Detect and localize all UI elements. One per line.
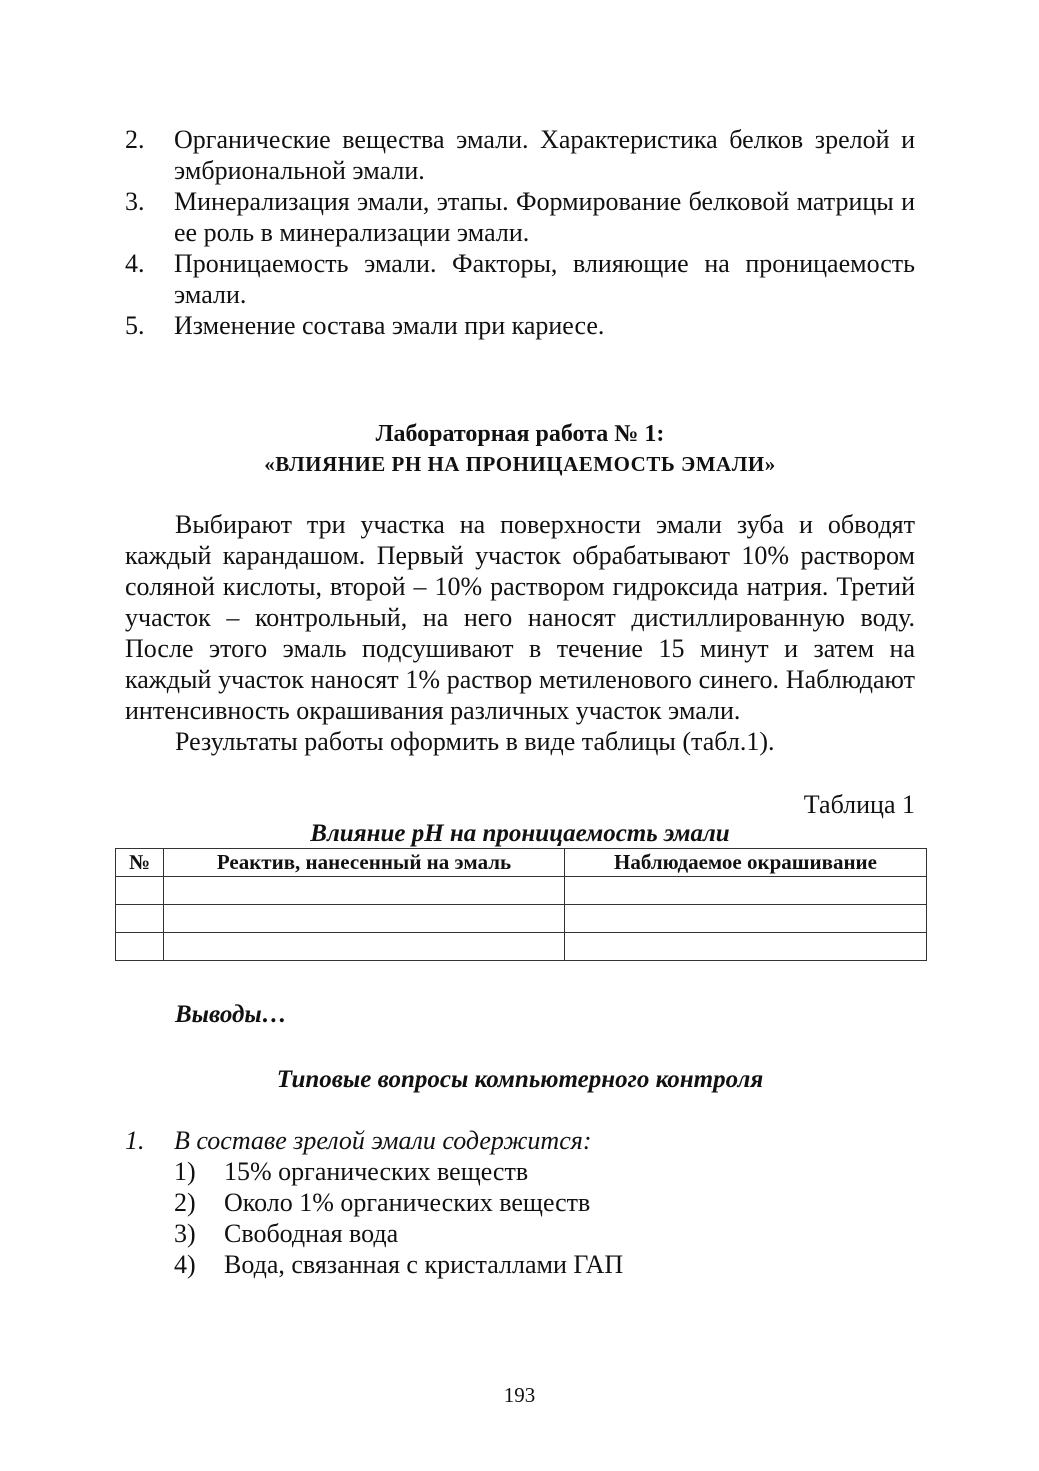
quiz-question-text: В составе зрелой эмали содержится: — [174, 1126, 592, 1155]
table-cell — [164, 933, 565, 961]
page-number: 193 — [503, 1383, 536, 1407]
table-cell — [116, 905, 164, 933]
table-header-cell: Реактив, нанесенный на эмаль — [164, 849, 565, 877]
quiz-answer-text: Вода, связанная с кристаллами ГАП — [224, 1250, 624, 1279]
table-cell — [565, 905, 927, 933]
quiz-question — [125, 1125, 915, 1156]
list-item — [125, 310, 915, 341]
quiz-question-block — [125, 1125, 915, 1280]
quiz-answer-number: 4) — [174, 1250, 196, 1279]
quiz-answer-text: Около 1% органических веществ — [224, 1188, 591, 1217]
table-row — [116, 877, 927, 905]
list-item-text: Изменение состава эмали при кариесе. — [174, 311, 605, 340]
lab-subtitle: «ВЛИЯНИЕ PH НА ПРОНИЦАЕМОСТЬ ЭМАЛИ» — [264, 452, 776, 476]
table-cell — [565, 933, 927, 961]
lab-paragraph: Результаты работы оформить в виде таблицы (табл.1). — [175, 727, 775, 756]
table-header-row — [116, 849, 927, 877]
table-number-label: Таблица 1 — [803, 790, 915, 819]
quiz-answer — [174, 1218, 915, 1249]
lab-paragraph: Выбирают три участка на поверхности эмали зуба и обводят каждый карандашом. Первый участок обрабатывают 10% раствором соляной кислоты, второй – 10% раствором гидроксида натрия. Третий участок – контрольный, на него наносят дистиллированную воду. После этого эмаль подсушивают в течение 15 минут и затем на каждый участок наносят 1% раствор метиленового синего. Наблюдают интенсивность окрашивания различных участок эмали. — [125, 510, 915, 725]
lab-title: Лабораторная работа № 1: — [375, 421, 665, 447]
list-item-number: 5. — [125, 311, 145, 340]
lab-heading — [125, 419, 915, 479]
list-item-text: Органические вещества эмали. Характеристика белков зрелой и эмбриональной эмали. — [174, 125, 915, 185]
quiz-answer — [174, 1187, 915, 1218]
list-item-number: 3. — [125, 187, 145, 216]
page-content — [125, 124, 915, 1280]
quiz-answer-text: 15% органических веществ — [224, 1157, 529, 1186]
table-cell — [116, 877, 164, 905]
table-cell — [164, 877, 565, 905]
quiz-answers — [125, 1156, 915, 1280]
table-cell — [565, 877, 927, 905]
quiz-answer-number: 2) — [174, 1188, 196, 1217]
conclusion-heading: Выводы… — [175, 1001, 287, 1028]
list-item — [125, 124, 915, 186]
table-title: Влияние pH на проницаемость эмали — [310, 820, 730, 847]
quiz-answer-text: Свободная вода — [224, 1219, 399, 1248]
results-table — [115, 848, 927, 961]
list-item-text: Проницаемость эмали. Факторы, влияющие на проницаемость эмали. — [174, 249, 915, 309]
list-item-number: 4. — [125, 249, 145, 278]
quiz-title: Типовые вопросы компьютерного контроля — [276, 1066, 764, 1093]
list-item — [125, 248, 915, 310]
table-cell — [164, 905, 565, 933]
list-item-text: Минерализация эмали, этапы. Формирование белковой матрицы и ее роль в минерализации эмали. — [174, 187, 915, 247]
quiz-answer — [174, 1249, 915, 1280]
table-cell — [116, 933, 164, 961]
quiz-question-number: 1. — [125, 1126, 145, 1155]
quiz-answer-number: 1) — [174, 1157, 196, 1186]
table-header-cell: № — [116, 849, 164, 877]
table-row — [116, 933, 927, 961]
list-item — [125, 186, 915, 248]
list-item-number: 2. — [125, 125, 145, 154]
topic-list — [125, 124, 915, 341]
table-row — [116, 905, 927, 933]
table-header-cell: Наблюдаемое окрашивание — [565, 849, 927, 877]
quiz-answer-number: 3) — [174, 1219, 196, 1248]
quiz-answer — [174, 1156, 915, 1187]
